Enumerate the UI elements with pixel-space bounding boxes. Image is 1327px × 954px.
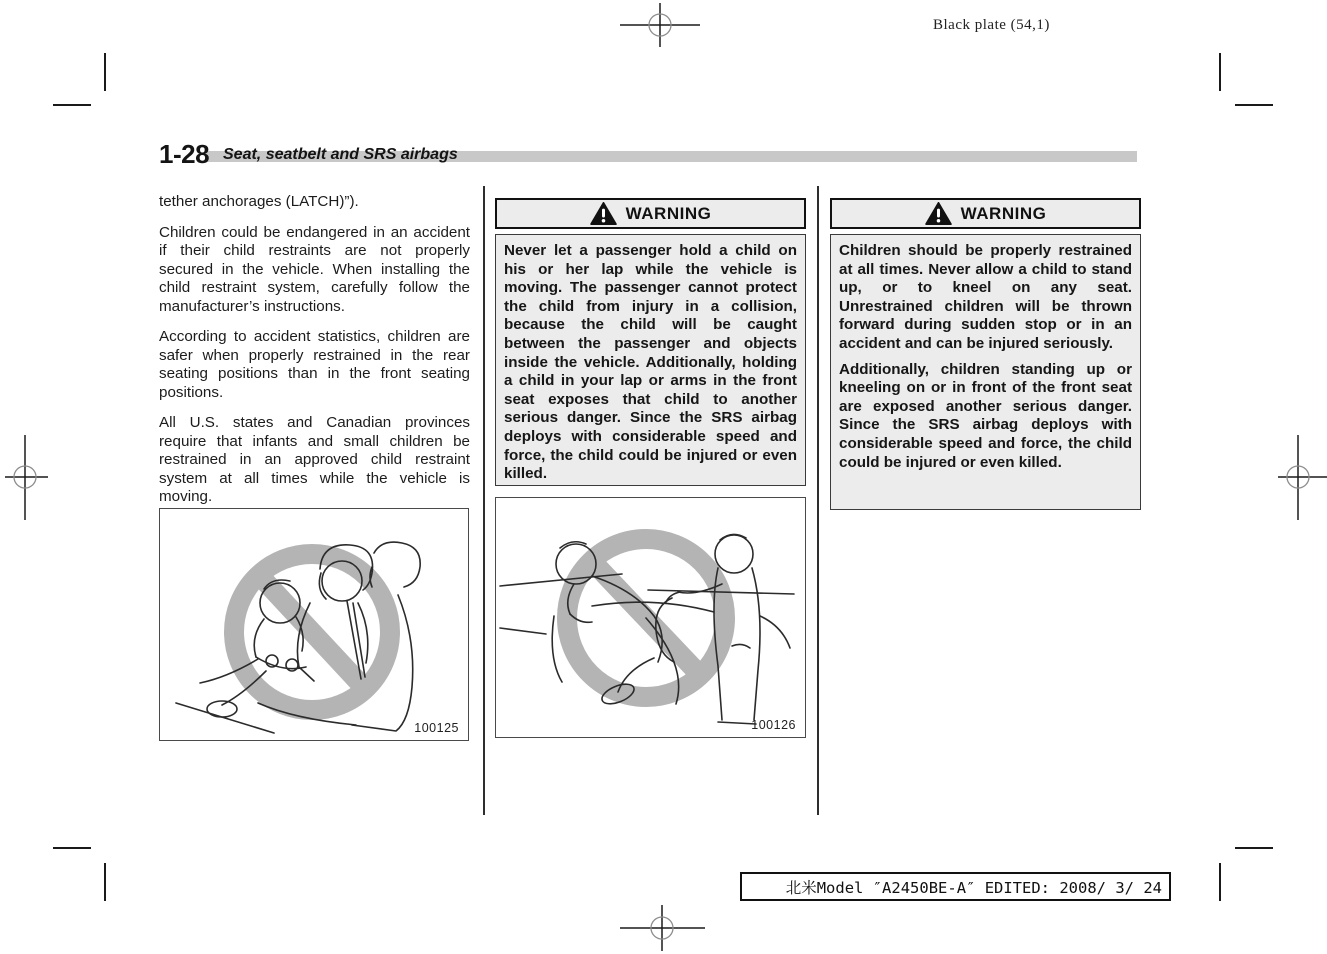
warning-title: WARNING	[625, 203, 712, 223]
plate-note: Black plate (54,1)	[933, 17, 1050, 33]
warning-header	[830, 198, 1141, 229]
trim-mark	[53, 847, 91, 849]
figure-label: 100126	[751, 718, 796, 732]
warning-paragraph: Children should be properly restrained at all times. Never allow a child to stand up, or to kneel on any seat. Unrestrained children will be thrown forward during sudden stop or in an accident and can be injured seriously.	[839, 242, 1132, 352]
trim-mark	[1235, 847, 1273, 849]
section-title: Seat, seatbelt and SRS airbags	[223, 146, 458, 163]
trim-mark	[104, 863, 106, 901]
figure-child-on-lap	[159, 508, 469, 741]
left-column	[159, 193, 470, 519]
warning-triangle-icon	[590, 202, 617, 225]
figure-children-standing	[495, 497, 806, 738]
page-number: 1-28	[159, 139, 210, 169]
trim-mark	[1219, 863, 1221, 901]
body-paragraph: All U.S. states and Canadian provinces require that infants and small children be restrained in an approved child restraint system at all times while the vehicle is moving.	[159, 414, 470, 505]
warning-title: WARNING	[960, 203, 1047, 223]
edition-stamp	[740, 872, 1171, 901]
warning-body	[830, 234, 1141, 510]
crosshair-registration-mark-icon	[1267, 427, 1327, 527]
body-paragraph: According to accident statistics, children are safer when properly restrained in the rear seating positions than in the front seating positions.	[159, 328, 470, 401]
trim-mark	[104, 53, 106, 91]
trim-mark	[53, 104, 91, 106]
body-paragraph: tether anchorages (LATCH)”).	[159, 193, 359, 210]
crosshair-registration-mark-icon	[0, 427, 60, 527]
trim-mark	[1219, 53, 1221, 91]
warning-paragraph: Additionally, children standing up or kneeling on or in front of the front seat are exposed another serious danger. Since the SRS airbag deploys with considerable speed and force, the child could be injured or even killed.	[839, 360, 1132, 471]
no-sign-illustration	[496, 498, 804, 735]
column-divider	[483, 186, 485, 815]
column-divider	[817, 186, 819, 815]
trim-mark	[1235, 104, 1273, 106]
body-paragraph: Children could be endangered in an accident if their child restraints are not properly secured in the vehicle. When installing the child restraint system, carefully follow the manufacturer’s instructions.	[159, 223, 470, 315]
warning-header	[495, 198, 806, 229]
warning-paragraph: Never let a passenger hold a child on his or her lap while the vehicle is moving. The passenger cannot protect the child from injury in a collision, because the child will be caught between the passenger and objects inside the vehicle. Additionally, holding a child in your lap or arms in the front seat exposes that child to another serious danger. Since the SRS airbag deploys with considerable speed and force, the child could be injured or even killed.	[504, 242, 797, 483]
figure-label: 100125	[414, 721, 459, 735]
no-sign-illustration	[160, 509, 467, 738]
warning-triangle-icon	[925, 202, 952, 225]
crosshair-registration-mark-icon	[610, 0, 710, 50]
edition-stamp-text: 北米Model ″A2450BE-A″ EDITED: 2008/ 3/ 24	[785, 878, 1162, 897]
warning-body	[495, 234, 806, 486]
crosshair-registration-mark-icon	[612, 903, 712, 953]
